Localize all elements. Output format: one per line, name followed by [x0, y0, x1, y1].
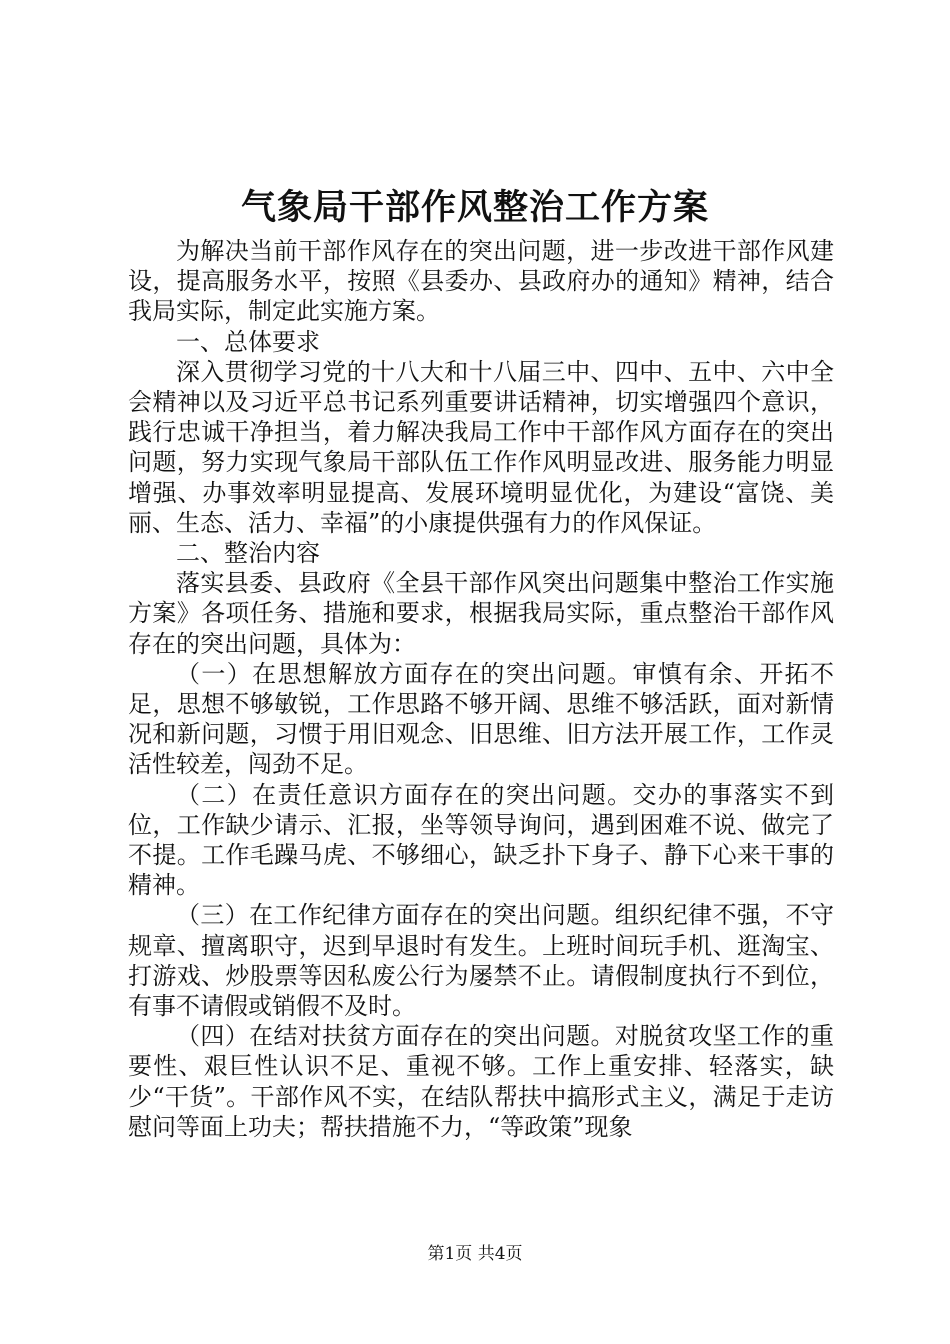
- rectification-content-paragraph: 落实县委、县政府《全县干部作风突出问题集中整治工作实施方案》各项任务、措施和要求，根据我局实际，重点整治干部作风存在的突出问题，具体为：: [128, 569, 834, 658]
- document-title: 气象局干部作风整治工作方案: [240, 187, 709, 228]
- item-four-paragraph: （四）在结对扶贫方面存在的突出问题。对脱贫攻坚工作的重要性、艰巨性认识不足、重视不够。工作上重安排、轻落实，缺少“干货”。干部作风不实，在结队帮扶中搞形式主义，满足于走访慰问等面上功夫；帮扶措施不力，“等政策”现象: [128, 1022, 834, 1141]
- general-requirements-paragraph: 深入贯彻学习党的十八大和十八届三中、四中、五中、六中全会精神以及习近平总书记系列重要讲话精神，切实增强四个意识，践行忠诚干净担当，着力解决我局工作中干部作风方面存在的突出问题，努力实现气象局干部队伍工作作风明显改进、服务能力明显增强、办事效率明显提高、发展环境明显优化，为建设“富饶、美丽、生态、活力、幸福”的小康提供强有力的作风保证。: [128, 357, 834, 537]
- section-heading-general-requirements: 一、总体要求: [176, 327, 320, 356]
- section-heading-rectification-content: 二、整治内容: [176, 539, 320, 568]
- document-body: [128, 236, 834, 1142]
- item-three-paragraph: （三）在工作纪律方面存在的突出问题。组织纪律不强，不守规章、擅离职守，迟到早退时有发生。上班时间玩手机、逛淘宝、打游戏、炒股票等因私废公行为屡禁不止。请假制度执行不到位，有事不请假或销假不及时。: [128, 901, 834, 1021]
- item-one-paragraph: （一）在思想解放方面存在的突出问题。审慎有余、开拓不足，思想不够敏锐，工作思路不够开阔、思维不够活跃，面对新情况和新问题，习惯于用旧观念、旧思维、旧方法开展工作，工作灵活性较差，闯劲不足。: [128, 659, 834, 779]
- intro-paragraph: 为解决当前干部作风存在的突出问题，进一步改进干部作风建设，提高服务水平，按照《县委办、县政府办的通知》精神，结合我局实际，制定此实施方案。: [128, 237, 834, 326]
- item-two-paragraph: （二）在责任意识方面存在的突出问题。交办的事落实不到位，工作缺少请示、汇报，坐等领导询问，遇到困难不说、做完了不提。工作毛躁马虎、不够细心，缺乏扑下身子、静下心来干事的精神。: [128, 780, 834, 900]
- page-number-footer: 第1页 共4页: [427, 1244, 523, 1264]
